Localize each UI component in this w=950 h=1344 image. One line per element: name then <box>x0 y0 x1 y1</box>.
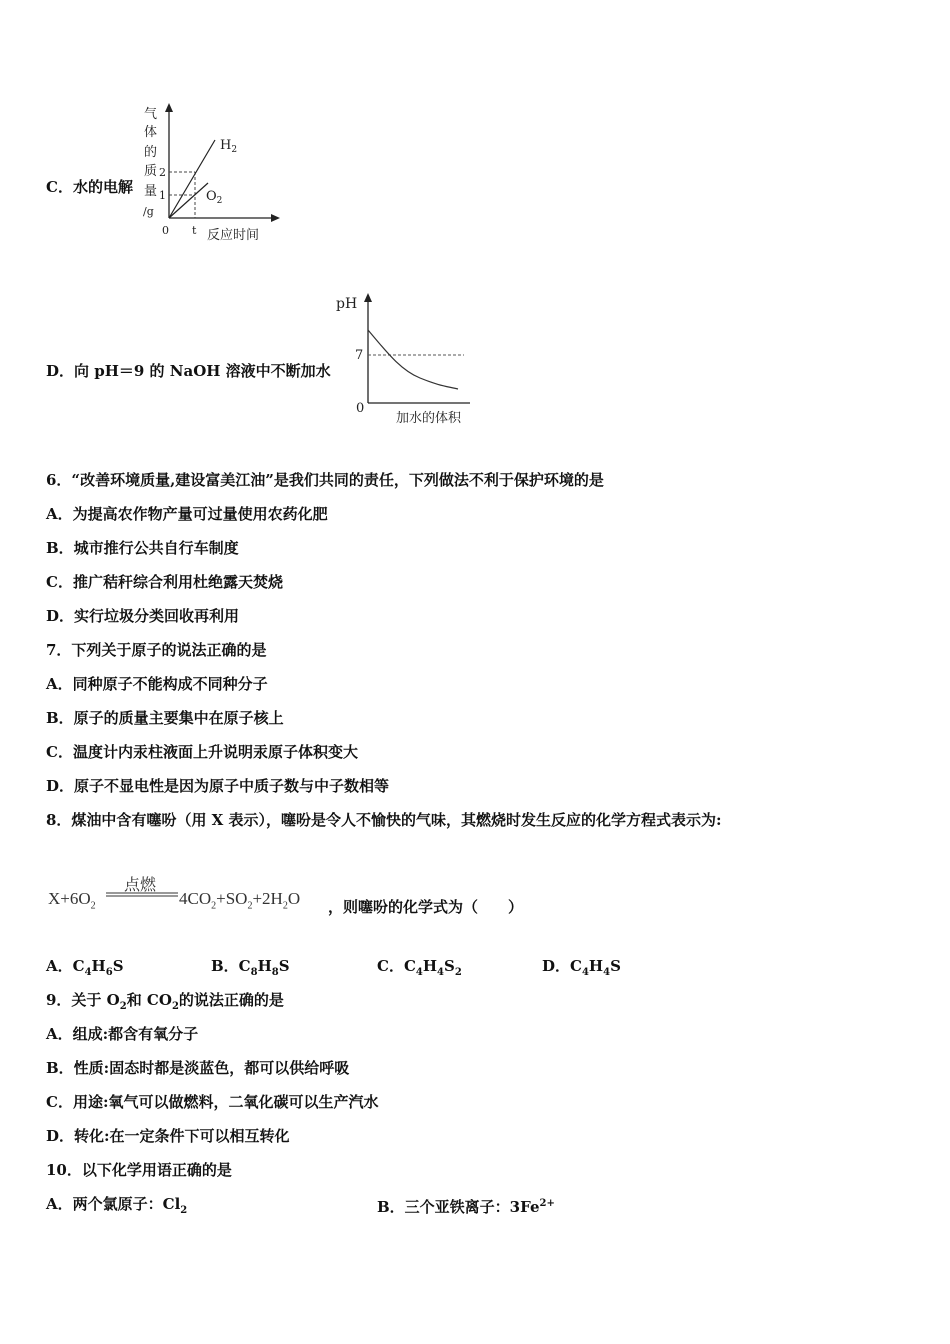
h2-label: $H_2$ <box>220 138 238 155</box>
q7-option-d: D．原子不显电性是因为原子中质子数与中子数相等 <box>46 777 390 795</box>
eq-condition: 点燃 <box>124 877 157 894</box>
q10-stem: 10．以下化学用语正确的是 <box>46 1161 232 1179</box>
y-axis-label <box>143 107 157 218</box>
y-axis-label: pH <box>336 296 358 312</box>
origin-label: 0 <box>162 224 169 237</box>
ylabel-char: 的 <box>144 145 158 160</box>
o2-label: $O_2$ <box>206 189 223 206</box>
eq-right: $4CO_2+SO_2+2H_2O$ <box>179 889 301 912</box>
q5-option-c-label: C．水的电解 <box>46 178 133 196</box>
origin-label: 0 <box>356 401 365 416</box>
eq-left: $X+6O_2$ <box>48 889 96 912</box>
ph-dilution-graph <box>330 288 480 428</box>
ylabel-char: /g <box>143 205 154 218</box>
q10-option-b: B．三个亚铁离子：$3Fe^{2+}$ <box>377 1198 555 1216</box>
x-axis-label: 反应时间 <box>207 228 260 243</box>
q7-option-c: C．温度计内汞柱液面上升说明汞原子体积变大 <box>46 743 358 761</box>
q7-stem: 7．下列关于原子的说法正确的是 <box>46 641 267 659</box>
q7-option-b: B．原子的质量主要集中在原子核上 <box>46 709 284 727</box>
q10-option-a: A．两个氯原子：$Cl_2$ <box>46 1195 188 1216</box>
q9-option-b: B．性质:固态时都是淡蓝色，都可以供给呼吸 <box>46 1059 350 1077</box>
tick-1: 1 <box>159 189 166 202</box>
x-tick-t: t <box>192 224 197 237</box>
y-axis-arrow <box>165 103 173 112</box>
x-axis-label: 加水的体积 <box>396 411 462 426</box>
q8-option-b: B．$C_8H_8S$ <box>211 957 290 978</box>
ylabel-char: 气 <box>144 107 158 122</box>
ylabel-char: 量 <box>144 184 158 199</box>
o2-line <box>169 183 208 218</box>
q8-stem: 8．煤油中含有噻吩（用 X 表示），噻吩是令人不愉快的气味，其燃烧时发生反应的化学方程式表示为: <box>46 811 722 829</box>
q5-option-d-label: D．向 pH＝9 的 NaOH 溶液中不断加水 <box>46 362 331 380</box>
q9-option-a: A．组成:都含有氧分子 <box>46 1025 199 1043</box>
q6-option-c: C．推广秸秆综合利用杜绝露天焚烧 <box>46 573 283 591</box>
eq-double-line <box>106 892 178 898</box>
tick-2: 2 <box>159 166 166 179</box>
q8-option-c: C．$C_4H_4S_2$ <box>377 957 462 978</box>
water-electrolysis-graph <box>135 100 285 245</box>
tick-7: 7 <box>355 348 364 363</box>
y-axis-arrow <box>364 293 372 302</box>
q6-option-b: B．城市推行公共自行车制度 <box>46 539 239 557</box>
ph-curve <box>368 330 458 389</box>
x-axis-arrow <box>271 214 280 222</box>
q6-option-a: A．为提高农作物产量可过量使用农药化肥 <box>46 505 328 523</box>
q8-option-a: A．$C_4H_6S$ <box>46 957 124 978</box>
q7-option-a: A．同种原子不能构成不同种分子 <box>46 675 268 693</box>
h2-line <box>169 140 215 218</box>
q6-option-d: D．实行垃圾分类回收再利用 <box>46 607 240 625</box>
q9-stem: 9．关于 $O_2$和 $CO_2$的说法正确的是 <box>46 991 284 1012</box>
ylabel-char: 质 <box>144 164 158 179</box>
q8-equation-tail: ，则噻吩的化学式为（ ） <box>328 898 524 916</box>
q9-option-d: D．转化:在一定条件下可以相互转化 <box>46 1127 290 1145</box>
q9-option-c: C．用途:氧气可以做燃料，二氧化碳可以生产汽水 <box>46 1093 379 1111</box>
q6-stem: 6．“改善环境质量,建设富美江油”是我们共同的责任，下列做法不利于保护环境的是 <box>46 471 604 489</box>
q8-option-d: D．$C_4H_4S$ <box>542 957 621 978</box>
ylabel-char: 体 <box>144 125 158 140</box>
